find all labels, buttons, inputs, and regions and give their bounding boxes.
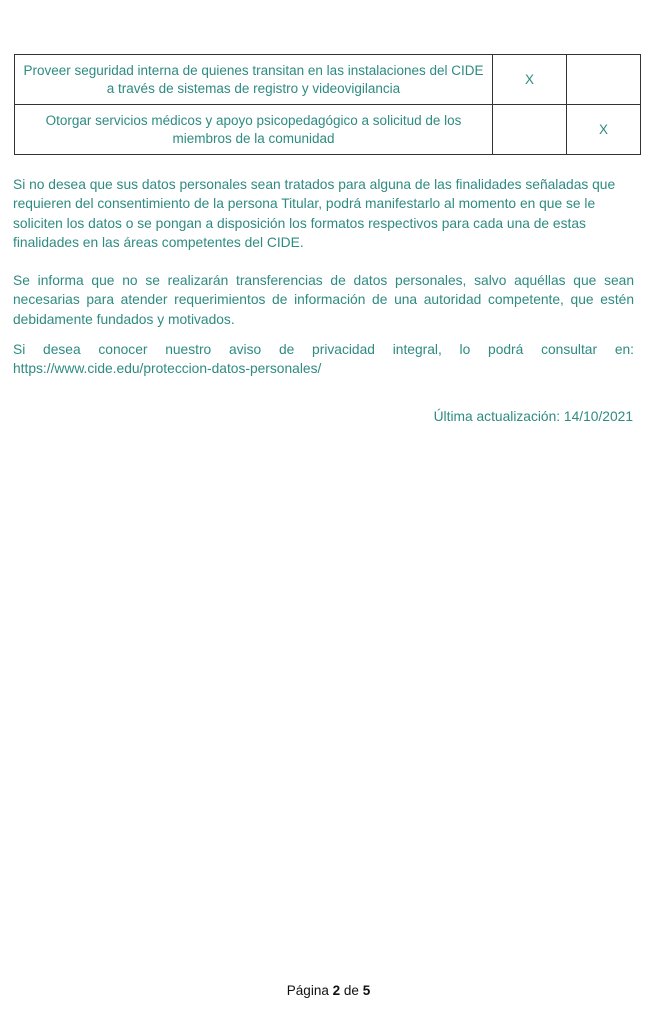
full-notice-paragraph: Si desea conocer nuestro aviso de privacidad integral, lo podrá consultar en: https://www.cide.edu/proteccion-datos-personales/ bbox=[13, 342, 634, 377]
table-row bbox=[15, 55, 641, 105]
page-number-footer bbox=[0, 983, 657, 998]
last-updated-text: Última actualización: 14/10/2021 bbox=[433, 409, 633, 424]
total-pages-number: 5 bbox=[362, 983, 371, 998]
table-row bbox=[15, 105, 641, 155]
consent-paragraph: Si no desea que sus datos personales sean tratados para alguna de las finalidades señaladas que requieren del consentimiento de la persona Titular, podrá manifestarlo al momento en que se le soliciten los datos o se pongan a disposición los formatos respectivos para cada una de estas finalidades en las áreas competentes del CIDE. bbox=[13, 177, 616, 250]
purpose-cell: Proveer seguridad interna de quienes transitan en las instalaciones del CIDE a través de sistemas de registro y videovigilancia bbox=[15, 55, 493, 105]
consent-required-cell: X bbox=[567, 105, 641, 155]
current-page-number: 2 bbox=[332, 983, 341, 998]
purpose-cell: Otorgar servicios médicos y apoyo psicopedagógico a solicitud de los miembros de la comunidad bbox=[15, 105, 493, 155]
consent-not-required-cell: X bbox=[493, 55, 567, 105]
consent-required-cell bbox=[567, 55, 641, 105]
consent-not-required-cell bbox=[493, 105, 567, 155]
transfers-paragraph: Se informa que no se realizarán transferencias de datos personales, salvo aquéllas que sean necesarias para atender requerimientos de información de una autoridad competente, que estén debidamente fundados y motivados. bbox=[13, 273, 634, 327]
purposes-table bbox=[14, 54, 641, 155]
page-label: Página bbox=[286, 983, 329, 998]
page-of-label: de bbox=[343, 983, 359, 998]
